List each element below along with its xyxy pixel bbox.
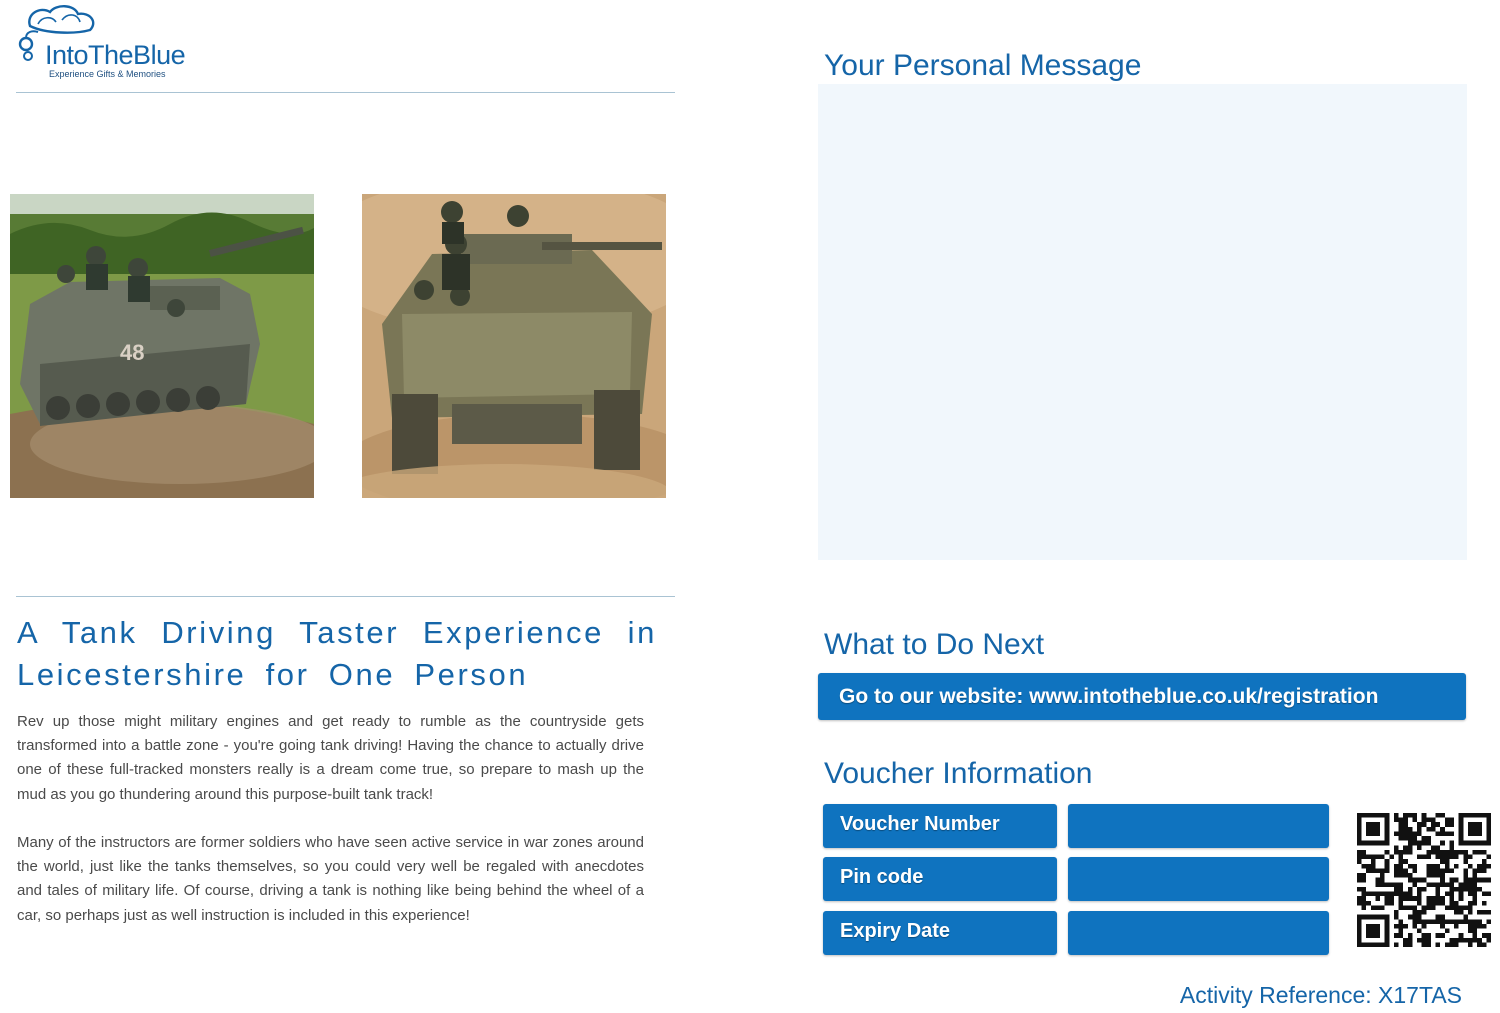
description-paragraph-2: Many of the instructors are former soldiers who have seen active service in war zones around the world, just like the tanks themselves, so you could very well be regaled with anecdotes and tales of military life. Of course, driving a tank is nothing like being behind the wheel of a car, so perhaps just as well instruction is included in this experience!: [17, 834, 644, 924]
voucher-number-label: Voucher Number: [840, 813, 1000, 835]
next-steps-heading: What to Do Next: [824, 628, 1045, 661]
registration-website-banner: [818, 673, 1466, 720]
svg-text:48: 48: [120, 340, 145, 365]
personal-message-box: [818, 84, 1467, 560]
pin-code-label: Pin code: [840, 866, 924, 888]
voucher-number-label-box: [823, 804, 1057, 848]
voucher-info-heading: Voucher Information: [824, 757, 1093, 790]
mid-divider: [16, 596, 675, 597]
tank-photo-track: [362, 194, 666, 498]
logo-tagline: Experience Gifts & Memories: [49, 69, 166, 79]
voucher-number-value: [1068, 804, 1329, 848]
tank-photo-field-image: [10, 194, 314, 498]
expiry-date-value: [1068, 911, 1329, 955]
pin-code-value: [1068, 857, 1329, 901]
expiry-date-label: Expiry Date: [840, 920, 951, 942]
logo-wordmark: IntoTheBlue: [45, 40, 186, 70]
tank-photo-track-image: [362, 194, 666, 498]
expiry-date-label-box: [823, 911, 1057, 955]
description-paragraph-1: Rev up those might military engines and get ready to rumble as the countryside gets transformed into a battle zone - you're going tank driving! Having the chance to actually drive one of these full-tracked monsters really is a dream come true, so prepare to mash up the mud as you go thundering around this purpose-built tank track!: [17, 713, 644, 803]
experience-title: A Tank Driving Taster Experience in Leicestershire for One Person: [17, 615, 657, 692]
top-divider: [16, 92, 675, 93]
activity-reference: Activity Reference: X17TAS: [1179, 982, 1462, 1008]
personal-message-heading: Your Personal Message: [824, 49, 1142, 82]
registration-website-text: Go to our website: www.intotheblue.co.uk/registration: [839, 685, 1379, 708]
brand-logo: [16, 4, 216, 84]
qr-code-icon: [1357, 813, 1491, 947]
tank-photo-field: [10, 194, 314, 498]
pin-code-label-box: [823, 857, 1057, 901]
